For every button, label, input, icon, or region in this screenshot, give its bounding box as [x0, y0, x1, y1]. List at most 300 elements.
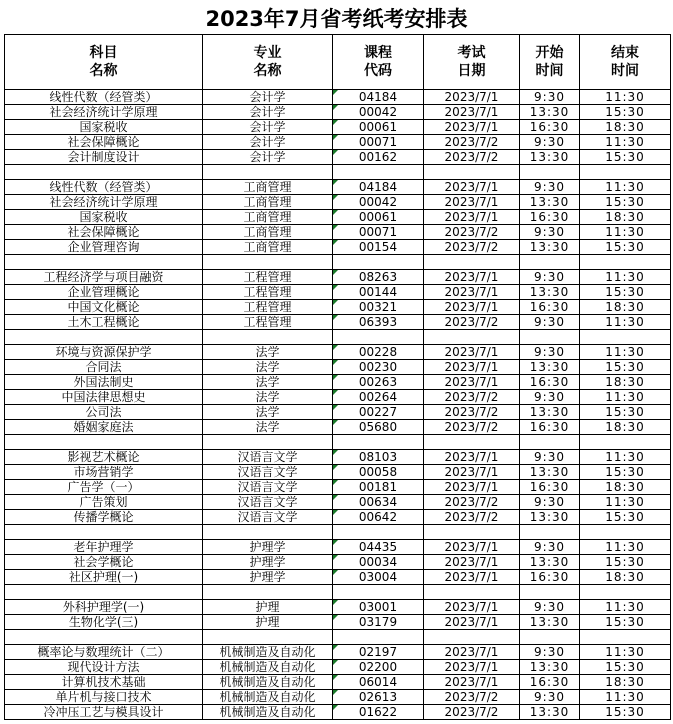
- cell-subject: 会计制度设计: [5, 150, 203, 165]
- cell-end-time: 15:30: [580, 150, 671, 165]
- cell-subject: 社会经济统计学原理: [5, 195, 203, 210]
- cell-subject: 环境与资源保护学: [5, 345, 203, 360]
- cell-exam-date: 2023/7/1: [424, 570, 520, 585]
- cell-subject: 线性代数（经管类）: [5, 180, 203, 195]
- cell-course-code: 00042: [333, 195, 424, 210]
- cell-course-code: 00162: [333, 150, 424, 165]
- cell-subject: 社会保障概论: [5, 135, 203, 150]
- cell-subject: 广告学（一）: [5, 480, 203, 495]
- cell-major: 护理学: [203, 555, 333, 570]
- table-row: [5, 660, 671, 675]
- cell-start-time: 9:30: [520, 270, 580, 285]
- cell-course-code: 00061: [333, 210, 424, 225]
- cell-major: 会计学: [203, 120, 333, 135]
- table-row: [5, 390, 671, 405]
- cell-course-code: 02197: [333, 645, 424, 660]
- spacer-cell: [203, 585, 333, 600]
- cell-course-code: 00061: [333, 120, 424, 135]
- cell-exam-date: 2023/7/1: [424, 615, 520, 630]
- cell-exam-date: 2023/7/1: [424, 270, 520, 285]
- cell-subject: 现代设计方法: [5, 660, 203, 675]
- spacer-cell: [5, 630, 203, 645]
- cell-subject: 传播学概论: [5, 510, 203, 525]
- cell-end-time: 15:30: [580, 285, 671, 300]
- cell-exam-date: 2023/7/2: [424, 420, 520, 435]
- spacer-cell: [333, 585, 424, 600]
- table-row: [5, 315, 671, 330]
- cell-exam-date: 2023/7/1: [424, 360, 520, 375]
- cell-subject: 广告策划: [5, 495, 203, 510]
- cell-end-time: 11:30: [580, 135, 671, 150]
- spacer-cell: [5, 165, 203, 180]
- cell-course-code: 00228: [333, 345, 424, 360]
- cell-major: 法学: [203, 345, 333, 360]
- header-code: 课程 代码: [333, 35, 424, 90]
- header-end-time: 结束 时间: [580, 35, 671, 90]
- cell-subject: 社会保障概论: [5, 225, 203, 240]
- cell-subject: 线性代数（经管类）: [5, 90, 203, 105]
- cell-end-time: 18:30: [580, 210, 671, 225]
- cell-course-code: 00264: [333, 390, 424, 405]
- table-row: [5, 105, 671, 120]
- cell-major: 法学: [203, 390, 333, 405]
- cell-course-code: 03001: [333, 600, 424, 615]
- spacer-cell: [333, 630, 424, 645]
- table-row: [5, 615, 671, 630]
- spacer-cell: [520, 255, 580, 270]
- spacer-cell: [5, 255, 203, 270]
- cell-start-time: 13:30: [520, 465, 580, 480]
- spacer-cell: [203, 165, 333, 180]
- cell-major: 工商管理: [203, 225, 333, 240]
- cell-start-time: 13:30: [520, 555, 580, 570]
- header-major: 专业 名称: [203, 35, 333, 90]
- spacer-cell: [424, 255, 520, 270]
- cell-subject: 土木工程概论: [5, 315, 203, 330]
- cell-exam-date: 2023/7/1: [424, 540, 520, 555]
- cell-subject: 婚姻家庭法: [5, 420, 203, 435]
- table-row: [5, 480, 671, 495]
- spacer-cell: [580, 255, 671, 270]
- cell-exam-date: 2023/7/2: [424, 390, 520, 405]
- cell-end-time: 11:30: [580, 495, 671, 510]
- cell-course-code: 00263: [333, 375, 424, 390]
- table-row: [5, 540, 671, 555]
- cell-major: 汉语言文学: [203, 495, 333, 510]
- cell-start-time: 9:30: [520, 390, 580, 405]
- cell-course-code: 05680: [333, 420, 424, 435]
- table-row: [5, 450, 671, 465]
- cell-major: 法学: [203, 420, 333, 435]
- cell-end-time: 11:30: [580, 600, 671, 615]
- cell-subject: 冷冲压工艺与模具设计: [5, 705, 203, 720]
- cell-exam-date: 2023/7/1: [424, 660, 520, 675]
- cell-major: 法学: [203, 360, 333, 375]
- cell-end-time: 11:30: [580, 345, 671, 360]
- cell-course-code: 00181: [333, 480, 424, 495]
- spacer-cell: [203, 330, 333, 345]
- cell-subject: 影视艺术概论: [5, 450, 203, 465]
- cell-major: 护理学: [203, 540, 333, 555]
- cell-course-code: 00642: [333, 510, 424, 525]
- cell-exam-date: 2023/7/1: [424, 105, 520, 120]
- cell-major: 护理: [203, 600, 333, 615]
- table-row: [5, 675, 671, 690]
- spacer-cell: [520, 525, 580, 540]
- cell-exam-date: 2023/7/1: [424, 90, 520, 105]
- spacer-cell: [520, 165, 580, 180]
- cell-major: 汉语言文学: [203, 510, 333, 525]
- cell-subject: 计算机技术基础: [5, 675, 203, 690]
- spacer-cell: [333, 165, 424, 180]
- table-row: [5, 360, 671, 375]
- cell-major: 机械制造及自动化: [203, 645, 333, 660]
- table-body: [5, 90, 671, 720]
- cell-course-code: 00321: [333, 300, 424, 315]
- cell-start-time: 13:30: [520, 660, 580, 675]
- table-row: [5, 405, 671, 420]
- spacer-cell: [520, 435, 580, 450]
- cell-course-code: 00071: [333, 135, 424, 150]
- cell-course-code: 00144: [333, 285, 424, 300]
- cell-course-code: 00634: [333, 495, 424, 510]
- cell-end-time: 15:30: [580, 195, 671, 210]
- spacer-cell: [5, 330, 203, 345]
- spacer-cell: [424, 330, 520, 345]
- cell-major: 会计学: [203, 105, 333, 120]
- table-row: [5, 120, 671, 135]
- cell-exam-date: 2023/7/1: [424, 120, 520, 135]
- cell-start-time: 9:30: [520, 600, 580, 615]
- cell-major: 汉语言文学: [203, 450, 333, 465]
- cell-start-time: 9:30: [520, 540, 580, 555]
- table-row: [5, 195, 671, 210]
- cell-subject: 中国文化概论: [5, 300, 203, 315]
- cell-exam-date: 2023/7/2: [424, 705, 520, 720]
- cell-exam-date: 2023/7/1: [424, 465, 520, 480]
- cell-subject: 国家税收: [5, 210, 203, 225]
- cell-end-time: 18:30: [580, 375, 671, 390]
- table-row: [5, 420, 671, 435]
- header-date: 考试 日期: [424, 35, 520, 90]
- spacer-cell: [520, 585, 580, 600]
- cell-course-code: 08263: [333, 270, 424, 285]
- cell-end-time: 11:30: [580, 645, 671, 660]
- cell-subject: 老年护理学: [5, 540, 203, 555]
- cell-start-time: 9:30: [520, 315, 580, 330]
- cell-start-time: 13:30: [520, 405, 580, 420]
- cell-end-time: 11:30: [580, 540, 671, 555]
- cell-exam-date: 2023/7/1: [424, 375, 520, 390]
- table-row: [5, 465, 671, 480]
- cell-exam-date: 2023/7/1: [424, 675, 520, 690]
- cell-course-code: 04184: [333, 90, 424, 105]
- cell-major: 汉语言文学: [203, 465, 333, 480]
- cell-start-time: 9:30: [520, 450, 580, 465]
- cell-major: 机械制造及自动化: [203, 660, 333, 675]
- cell-subject: 生物化学(三): [5, 615, 203, 630]
- table-row: [5, 510, 671, 525]
- cell-subject: 国家税收: [5, 120, 203, 135]
- cell-major: 机械制造及自动化: [203, 705, 333, 720]
- table-row: [5, 225, 671, 240]
- spacer-cell: [520, 630, 580, 645]
- cell-start-time: 16:30: [520, 675, 580, 690]
- cell-end-time: 11:30: [580, 180, 671, 195]
- spacer-cell: [5, 585, 203, 600]
- cell-subject: 企业管理咨询: [5, 240, 203, 255]
- cell-course-code: 06393: [333, 315, 424, 330]
- cell-subject: 社会学概论: [5, 555, 203, 570]
- cell-course-code: 00042: [333, 105, 424, 120]
- cell-course-code: 00034: [333, 555, 424, 570]
- cell-course-code: 02200: [333, 660, 424, 675]
- table-row: [5, 135, 671, 150]
- cell-end-time: 15:30: [580, 555, 671, 570]
- cell-major: 工商管理: [203, 195, 333, 210]
- cell-start-time: 13:30: [520, 510, 580, 525]
- cell-major: 机械制造及自动化: [203, 690, 333, 705]
- cell-course-code: 01622: [333, 705, 424, 720]
- table-row: [5, 645, 671, 660]
- table-row: [5, 240, 671, 255]
- cell-subject: 外科护理学(一): [5, 600, 203, 615]
- cell-major: 会计学: [203, 135, 333, 150]
- table-spacer-row: [5, 525, 671, 540]
- table-spacer-row: [5, 330, 671, 345]
- cell-exam-date: 2023/7/1: [424, 180, 520, 195]
- cell-exam-date: 2023/7/1: [424, 195, 520, 210]
- cell-start-time: 9:30: [520, 495, 580, 510]
- cell-exam-date: 2023/7/1: [424, 285, 520, 300]
- table-spacer-row: [5, 630, 671, 645]
- spacer-cell: [5, 435, 203, 450]
- spacer-cell: [333, 525, 424, 540]
- cell-subject: 外国法制史: [5, 375, 203, 390]
- spacer-cell: [424, 630, 520, 645]
- cell-start-time: 13:30: [520, 705, 580, 720]
- spacer-cell: [520, 330, 580, 345]
- cell-start-time: 9:30: [520, 225, 580, 240]
- cell-start-time: 13:30: [520, 240, 580, 255]
- table-row: [5, 555, 671, 570]
- spacer-cell: [203, 435, 333, 450]
- spacer-cell: [580, 165, 671, 180]
- cell-exam-date: 2023/7/2: [424, 240, 520, 255]
- cell-end-time: 18:30: [580, 420, 671, 435]
- cell-start-time: 9:30: [520, 645, 580, 660]
- cell-end-time: 11:30: [580, 390, 671, 405]
- cell-subject: 工程经济学与项目融资: [5, 270, 203, 285]
- cell-start-time: 13:30: [520, 150, 580, 165]
- table-row: [5, 180, 671, 195]
- cell-exam-date: 2023/7/1: [424, 210, 520, 225]
- cell-exam-date: 2023/7/2: [424, 510, 520, 525]
- cell-end-time: 11:30: [580, 90, 671, 105]
- cell-subject: 合同法: [5, 360, 203, 375]
- cell-exam-date: 2023/7/1: [424, 450, 520, 465]
- cell-major: 工程管理: [203, 270, 333, 285]
- cell-end-time: 15:30: [580, 240, 671, 255]
- cell-start-time: 13:30: [520, 105, 580, 120]
- spacer-cell: [424, 435, 520, 450]
- cell-course-code: 00154: [333, 240, 424, 255]
- cell-end-time: 18:30: [580, 675, 671, 690]
- spacer-cell: [580, 330, 671, 345]
- cell-course-code: 02613: [333, 690, 424, 705]
- table-row: [5, 570, 671, 585]
- header-subject: 科目 名称: [5, 35, 203, 90]
- cell-course-code: 00230: [333, 360, 424, 375]
- table-row: [5, 285, 671, 300]
- spacer-cell: [580, 525, 671, 540]
- spacer-cell: [203, 630, 333, 645]
- cell-course-code: 03179: [333, 615, 424, 630]
- cell-course-code: 00071: [333, 225, 424, 240]
- cell-start-time: 16:30: [520, 420, 580, 435]
- cell-exam-date: 2023/7/2: [424, 225, 520, 240]
- cell-end-time: 15:30: [580, 510, 671, 525]
- cell-start-time: 16:30: [520, 210, 580, 225]
- cell-start-time: 9:30: [520, 180, 580, 195]
- cell-major: 会计学: [203, 150, 333, 165]
- cell-start-time: 13:30: [520, 615, 580, 630]
- spacer-cell: [580, 630, 671, 645]
- table-spacer-row: [5, 255, 671, 270]
- spacer-cell: [580, 435, 671, 450]
- cell-exam-date: 2023/7/1: [424, 600, 520, 615]
- table-row: [5, 600, 671, 615]
- cell-subject: 市场营销学: [5, 465, 203, 480]
- table-row: [5, 90, 671, 105]
- cell-end-time: 15:30: [580, 705, 671, 720]
- cell-exam-date: 2023/7/2: [424, 135, 520, 150]
- table-row: [5, 705, 671, 720]
- spacer-cell: [203, 525, 333, 540]
- cell-end-time: 15:30: [580, 615, 671, 630]
- cell-subject: 概率论与数理统计（二）: [5, 645, 203, 660]
- cell-start-time: 9:30: [520, 345, 580, 360]
- spacer-cell: [580, 585, 671, 600]
- cell-end-time: 18:30: [580, 480, 671, 495]
- spacer-cell: [333, 255, 424, 270]
- cell-major: 法学: [203, 405, 333, 420]
- cell-course-code: 08103: [333, 450, 424, 465]
- cell-subject: 社会经济统计学原理: [5, 105, 203, 120]
- cell-major: 工商管理: [203, 180, 333, 195]
- cell-major: 工程管理: [203, 285, 333, 300]
- cell-start-time: 9:30: [520, 135, 580, 150]
- cell-course-code: 06014: [333, 675, 424, 690]
- cell-start-time: 13:30: [520, 195, 580, 210]
- cell-course-code: 04184: [333, 180, 424, 195]
- table-row: [5, 270, 671, 285]
- cell-end-time: 18:30: [580, 570, 671, 585]
- table-row: [5, 690, 671, 705]
- table-spacer-row: [5, 585, 671, 600]
- cell-subject: 社区护理(一): [5, 570, 203, 585]
- cell-start-time: 16:30: [520, 570, 580, 585]
- cell-end-time: 11:30: [580, 450, 671, 465]
- table-row: [5, 375, 671, 390]
- exam-schedule-table: [4, 34, 671, 720]
- cell-major: 会计学: [203, 90, 333, 105]
- cell-subject: 公司法: [5, 405, 203, 420]
- cell-end-time: 11:30: [580, 270, 671, 285]
- cell-exam-date: 2023/7/2: [424, 690, 520, 705]
- cell-start-time: 9:30: [520, 90, 580, 105]
- cell-end-time: 15:30: [580, 660, 671, 675]
- cell-course-code: 00058: [333, 465, 424, 480]
- cell-subject: 企业管理概论: [5, 285, 203, 300]
- page-title: 2023年7月省考纸考安排表: [205, 7, 468, 31]
- cell-exam-date: 2023/7/1: [424, 480, 520, 495]
- cell-course-code: 04435: [333, 540, 424, 555]
- cell-end-time: 11:30: [580, 225, 671, 240]
- cell-end-time: 15:30: [580, 105, 671, 120]
- cell-start-time: 13:30: [520, 360, 580, 375]
- cell-major: 工商管理: [203, 240, 333, 255]
- cell-end-time: 15:30: [580, 405, 671, 420]
- cell-major: 工商管理: [203, 210, 333, 225]
- table-row: [5, 150, 671, 165]
- cell-major: 工程管理: [203, 300, 333, 315]
- cell-start-time: 16:30: [520, 375, 580, 390]
- spacer-cell: [424, 165, 520, 180]
- cell-exam-date: 2023/7/2: [424, 315, 520, 330]
- spacer-cell: [5, 525, 203, 540]
- cell-exam-date: 2023/7/1: [424, 300, 520, 315]
- table-spacer-row: [5, 165, 671, 180]
- cell-end-time: 11:30: [580, 690, 671, 705]
- cell-start-time: 16:30: [520, 300, 580, 315]
- spacer-cell: [424, 585, 520, 600]
- table-row: [5, 210, 671, 225]
- cell-course-code: 00227: [333, 405, 424, 420]
- cell-major: 护理: [203, 615, 333, 630]
- spacer-cell: [203, 255, 333, 270]
- spacer-cell: [333, 435, 424, 450]
- cell-end-time: 11:30: [580, 315, 671, 330]
- cell-exam-date: 2023/7/2: [424, 495, 520, 510]
- spacer-cell: [333, 330, 424, 345]
- cell-exam-date: 2023/7/1: [424, 345, 520, 360]
- table-spacer-row: [5, 435, 671, 450]
- spacer-cell: [424, 525, 520, 540]
- table-row: [5, 495, 671, 510]
- cell-start-time: 9:30: [520, 690, 580, 705]
- cell-exam-date: 2023/7/2: [424, 405, 520, 420]
- cell-major: 护理学: [203, 570, 333, 585]
- table-header-row: [5, 35, 671, 90]
- cell-end-time: 18:30: [580, 120, 671, 135]
- cell-start-time: 16:30: [520, 480, 580, 495]
- table-row: [5, 345, 671, 360]
- cell-subject: 单片机与接口技术: [5, 690, 203, 705]
- cell-start-time: 16:30: [520, 120, 580, 135]
- cell-exam-date: 2023/7/2: [424, 150, 520, 165]
- cell-major: 工程管理: [203, 315, 333, 330]
- cell-major: 机械制造及自动化: [203, 675, 333, 690]
- cell-subject: 中国法律思想史: [5, 390, 203, 405]
- cell-exam-date: 2023/7/1: [424, 555, 520, 570]
- cell-major: 汉语言文学: [203, 480, 333, 495]
- cell-course-code: 03004: [333, 570, 424, 585]
- cell-exam-date: 2023/7/1: [424, 645, 520, 660]
- table-row: [5, 300, 671, 315]
- cell-end-time: 18:30: [580, 300, 671, 315]
- cell-end-time: 15:30: [580, 360, 671, 375]
